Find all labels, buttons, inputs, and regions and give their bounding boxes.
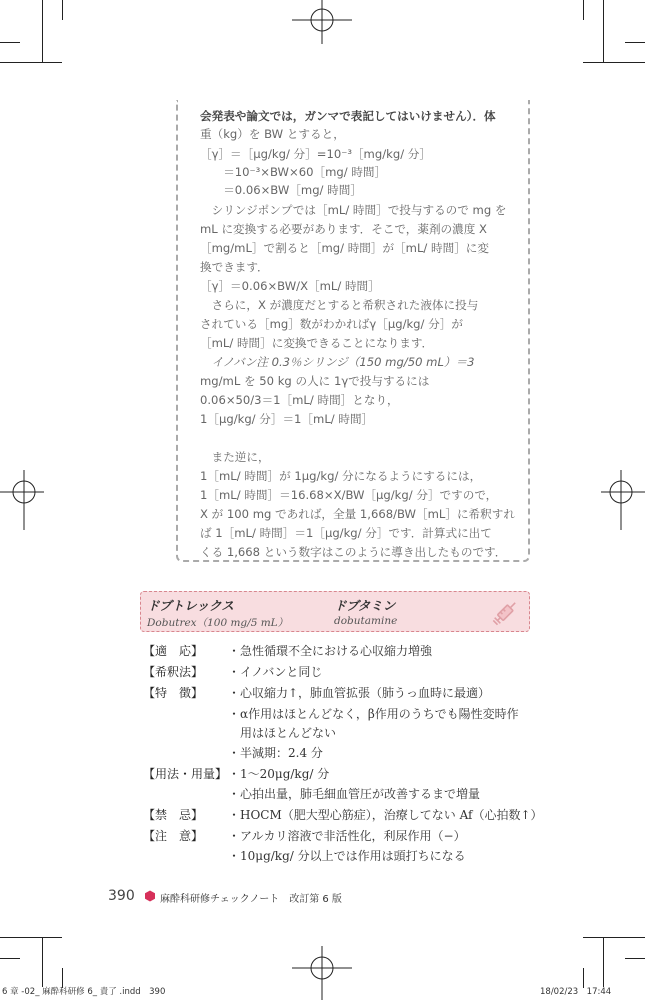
- box-line: 会発表や論文では，ガンマで表記してはいけません）．体: [200, 109, 496, 123]
- drug-generic-en: dobutamine: [334, 615, 398, 627]
- print-date: 18/02/23 17:44: [540, 987, 612, 997]
- box-line: 1［mL/ 時間］＝16.68×X/BW［μg/kg/ 分］ですので，: [200, 488, 498, 502]
- section-item: ・心拍出量，肺毛細血管圧が改善するまで増量: [228, 787, 481, 801]
- box-line: ＝0.06×BW［mg/ 時間］: [200, 183, 362, 197]
- box-line: また逆に，: [200, 450, 270, 464]
- box-line: ［γ］＝［μg/kg/ 分］=10⁻³［mg/kg/ 分］: [200, 147, 431, 161]
- registration-mark-right: [601, 470, 645, 530]
- box-line: mg/mL を 50 kg の人に 1γで投与するには: [200, 374, 430, 388]
- box-line: イノバン注 0.3％シリンジ（150 mg/50 mL）＝3: [200, 355, 475, 369]
- syringe-icon: [491, 596, 521, 628]
- box-line: ［γ］＝0.06×BW/X［mL/ 時間］: [200, 279, 380, 293]
- box-line: 換できます．: [200, 260, 269, 274]
- file-name: 6 章 -02_ 麻酔科研修 6_ 責了 .indd 390: [2, 987, 166, 997]
- section-item: ・急性循環不全における心収縮力増強: [228, 644, 433, 658]
- box-line: ［mg/mL］で割ると［mg/ 時間］が［mL/ 時間］に変: [200, 241, 489, 255]
- box-line: mL に変換する必要があります．そこで，薬剤の濃度 X: [200, 222, 487, 236]
- drug-header: [140, 591, 530, 632]
- section-label: 【希釈法】: [143, 665, 204, 679]
- box-line: 0.06×50/3＝1［mL/ 時間］となり，: [200, 393, 399, 407]
- section-item: 用はほとんどない: [228, 726, 337, 740]
- drug-generic-ja: ドブタミン: [334, 598, 396, 613]
- hexagon-icon: [144, 890, 156, 902]
- box-line: さらに，X が濃度だとすると希釈された液体に投与: [200, 298, 479, 312]
- section-item: ・心収縮力↑，肺血管拡張（肺うっ血時に最適）: [228, 686, 491, 700]
- section-item: ・1～20μg/kg/ 分: [228, 767, 330, 781]
- box-line: 1［μg/kg/ 分］＝1［mL/ 時間］: [200, 412, 374, 426]
- section-label: 【禁 忌】: [143, 808, 204, 822]
- section-item: ・イノバンと同じ: [228, 665, 323, 679]
- box-line: ば 1［mL/ 時間］＝1［μg/kg/ 分］です．計算式に出て: [200, 526, 492, 540]
- box-line: されている［mg］数がわかればγ［μg/kg/ 分］が: [200, 317, 463, 331]
- section-label: 【用法・用量】: [143, 767, 228, 781]
- section-label: 【注 意】: [143, 829, 204, 843]
- section-item: ・半減期：2.4 分: [228, 746, 323, 760]
- box-line: 1［mL/ 時間］が 1μg/kg/ 分になるようにするには，: [200, 469, 482, 483]
- registration-mark-left: [0, 470, 44, 530]
- section-item: ・10μg/kg/ 分以上では作用は頭打ちになる: [228, 849, 466, 863]
- box-line: シリンジポンプでは［mL/ 時間］で投与するので mg を: [200, 203, 507, 217]
- drug-name-en: Dobutrex（100 mg/5 mL）: [147, 617, 289, 629]
- registration-mark-top: [292, 0, 352, 44]
- section-item: ・HOCM（肥大型心筋症），治療してない Af（心拍数↑）: [228, 808, 543, 822]
- page-number: 390: [108, 888, 135, 904]
- box-line: ＝10⁻³×BW×60［mg/ 時間］: [200, 165, 387, 179]
- box-line: ［mL/ 時間］に変換できることになります．: [200, 336, 434, 350]
- box-line: X が 100 mg であれば，全量 1,668/BW［mL］に希釈すれ: [200, 507, 515, 521]
- drug-name-ja: ドブトレックス: [147, 598, 234, 613]
- registration-mark-bottom: [292, 946, 352, 1000]
- box-line: 重（kg）を BW とすると，: [200, 127, 345, 141]
- book-title: 麻酔科研修チェックノート 改訂第 6 版: [160, 894, 342, 905]
- box-line: くる 1,668 という数字はこのように導き出したものです．: [200, 545, 507, 559]
- section-item: ・アルカリ溶液で非活性化，利尿作用（−）: [228, 829, 466, 843]
- section-label: 【適 応】: [143, 644, 204, 658]
- section-label: 【特 徴】: [143, 686, 204, 700]
- section-item: ・α作用はほとんどなく，β作用のうちでも陽性変時作: [228, 707, 519, 721]
